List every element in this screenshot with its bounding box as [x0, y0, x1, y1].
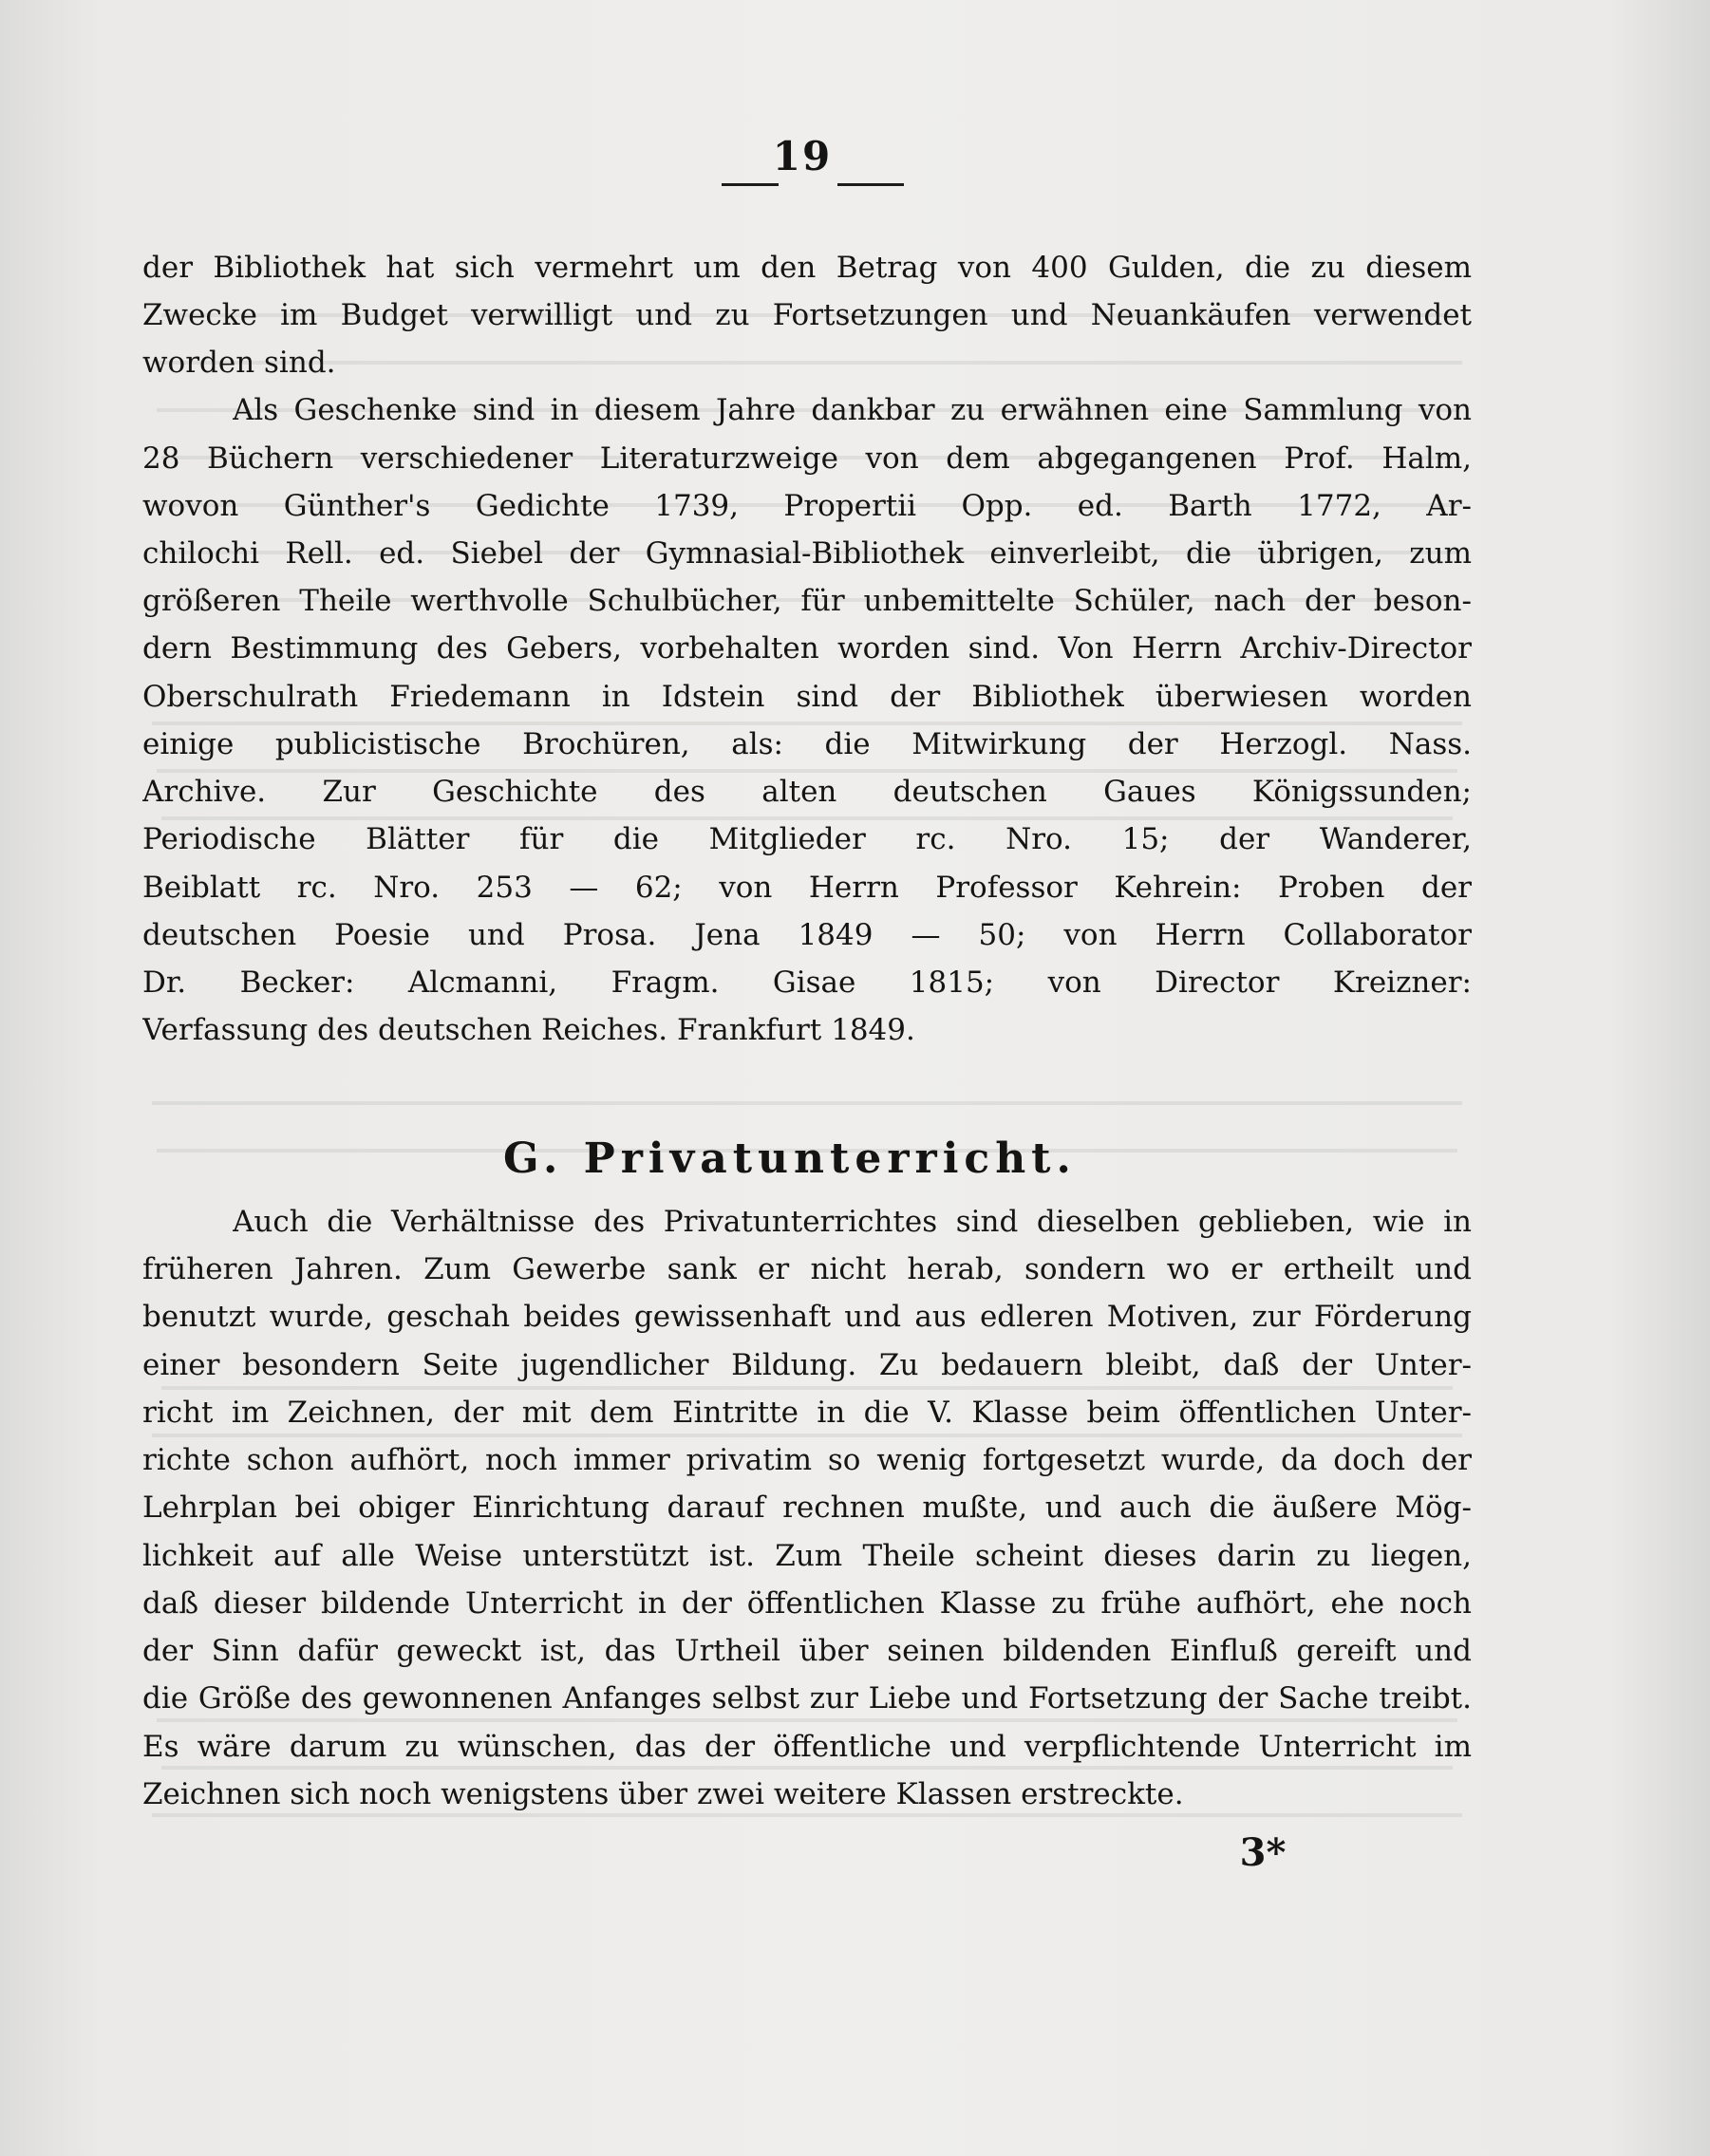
text-line: Archive. Zur Geschichte des alten deutschen Gaues Königssunden; — [142, 775, 1472, 809]
text-line: benutzt wurde, geschah beides gewissenhaft und aus edleren Motiven, zur Förderung — [142, 1300, 1472, 1334]
text-line: Beiblatt rc. Nro. 253 — 62; von Herrn Professor Kehrein: Proben der — [142, 871, 1472, 905]
section-heading: G. Privatunterricht. — [503, 1134, 1077, 1183]
text-line: Verfassung des deutschen Reiches. Frankfurt 1849. — [142, 1013, 915, 1047]
text-line: Zwecke im Budget verwilligt und zu Fortsetzungen und Neuankäufen verwendet — [142, 298, 1472, 332]
text-line: Oberschulrath Friedemann in Idstein sind der Bibliothek überwiesen worden — [142, 680, 1472, 714]
text-line: größeren Theile werthvolle Schulbücher, für unbemittelte Schüler, nach der beson- — [142, 584, 1472, 618]
text-line: Periodische Blätter für die Mitglieder rc. Nro. 15; der Wanderer, — [142, 822, 1472, 856]
text-line: Auch die Verhältnisse des Privatunterrichtes sind dieselben geblieben, wie in — [233, 1205, 1472, 1239]
text-line: früheren Jahren. Zum Gewerbe sank er nicht herab, sondern wo er ertheilt und — [142, 1252, 1472, 1286]
text-line: daß dieser bildende Unterricht in der öffentlichen Klasse zu frühe aufhört, ehe noch — [142, 1586, 1472, 1621]
text-line: einige publicistische Brochüren, als: die Mitwirkung der Herzogl. Nass. — [142, 727, 1472, 761]
page-number: 19 — [772, 133, 833, 179]
text-line: Zeichnen sich noch wenigstens über zwei weitere Klassen erstreckte. — [142, 1777, 1184, 1811]
text-line: Es wäre darum zu wünschen, das der öffentliche und verpflichtende Unterricht im — [142, 1730, 1472, 1764]
text-line: richt im Zeichnen, der mit dem Eintritte in die V. Klasse beim öffentlichen Unter- — [142, 1396, 1472, 1430]
text-line: der Bibliothek hat sich vermehrt um den Betrag von 400 Gulden, die zu diesem — [142, 251, 1472, 285]
text-line: Lehrplan bei obiger Einrichtung darauf rechnen mußte, und auch die äußere Mög- — [142, 1490, 1472, 1525]
text-line: richte schon aufhört, noch immer privatim so wenig fortgesetzt wurde, da doch der — [142, 1443, 1472, 1477]
text-line: 28 Büchern verschiedener Literaturzweige von dem abgegangenen Prof. Halm, — [142, 441, 1472, 476]
text-line: Dr. Becker: Alcmanni, Fragm. Gisae 1815; von Director Kreizner: — [142, 966, 1472, 1000]
text-line: Als Geschenke sind in diesem Jahre dankbar zu erwähnen eine Sammlung von — [233, 393, 1472, 427]
signature-mark: 3* — [1239, 1830, 1287, 1875]
text-line: deutschen Poesie und Prosa. Jena 1849 — 50; von Herrn Collaborator — [142, 918, 1472, 952]
text-line: worden sind. — [142, 346, 336, 380]
header-rule-right — [837, 183, 904, 186]
header-rule-left — [722, 183, 779, 186]
text-line: lichkeit auf alle Weise unterstützt ist. Zum Theile scheint dieses darin zu liegen, — [142, 1539, 1472, 1573]
text-line: dern Bestimmung des Gebers, vorbehalten worden sind. Von Herrn Archiv-Director — [142, 631, 1472, 666]
text-line: chilochi Rell. ed. Siebel der Gymnasial-Bibliothek einverleibt, die übrigen, zum — [142, 536, 1472, 571]
text-line: wovon Günther's Gedichte 1739, Propertii Opp. ed. Barth 1772, Ar- — [142, 489, 1472, 523]
text-line: der Sinn dafür geweckt ist, das Urtheil über seinen bildenden Einfluß gereift und — [142, 1634, 1472, 1668]
text-line: einer besondern Seite jugendlicher Bildung. Zu bedauern bleibt, daß der Unter- — [142, 1348, 1472, 1382]
text-line: die Größe des gewonnenen Anfanges selbst zur Liebe und Fortsetzung der Sache treibt. — [142, 1681, 1472, 1715]
